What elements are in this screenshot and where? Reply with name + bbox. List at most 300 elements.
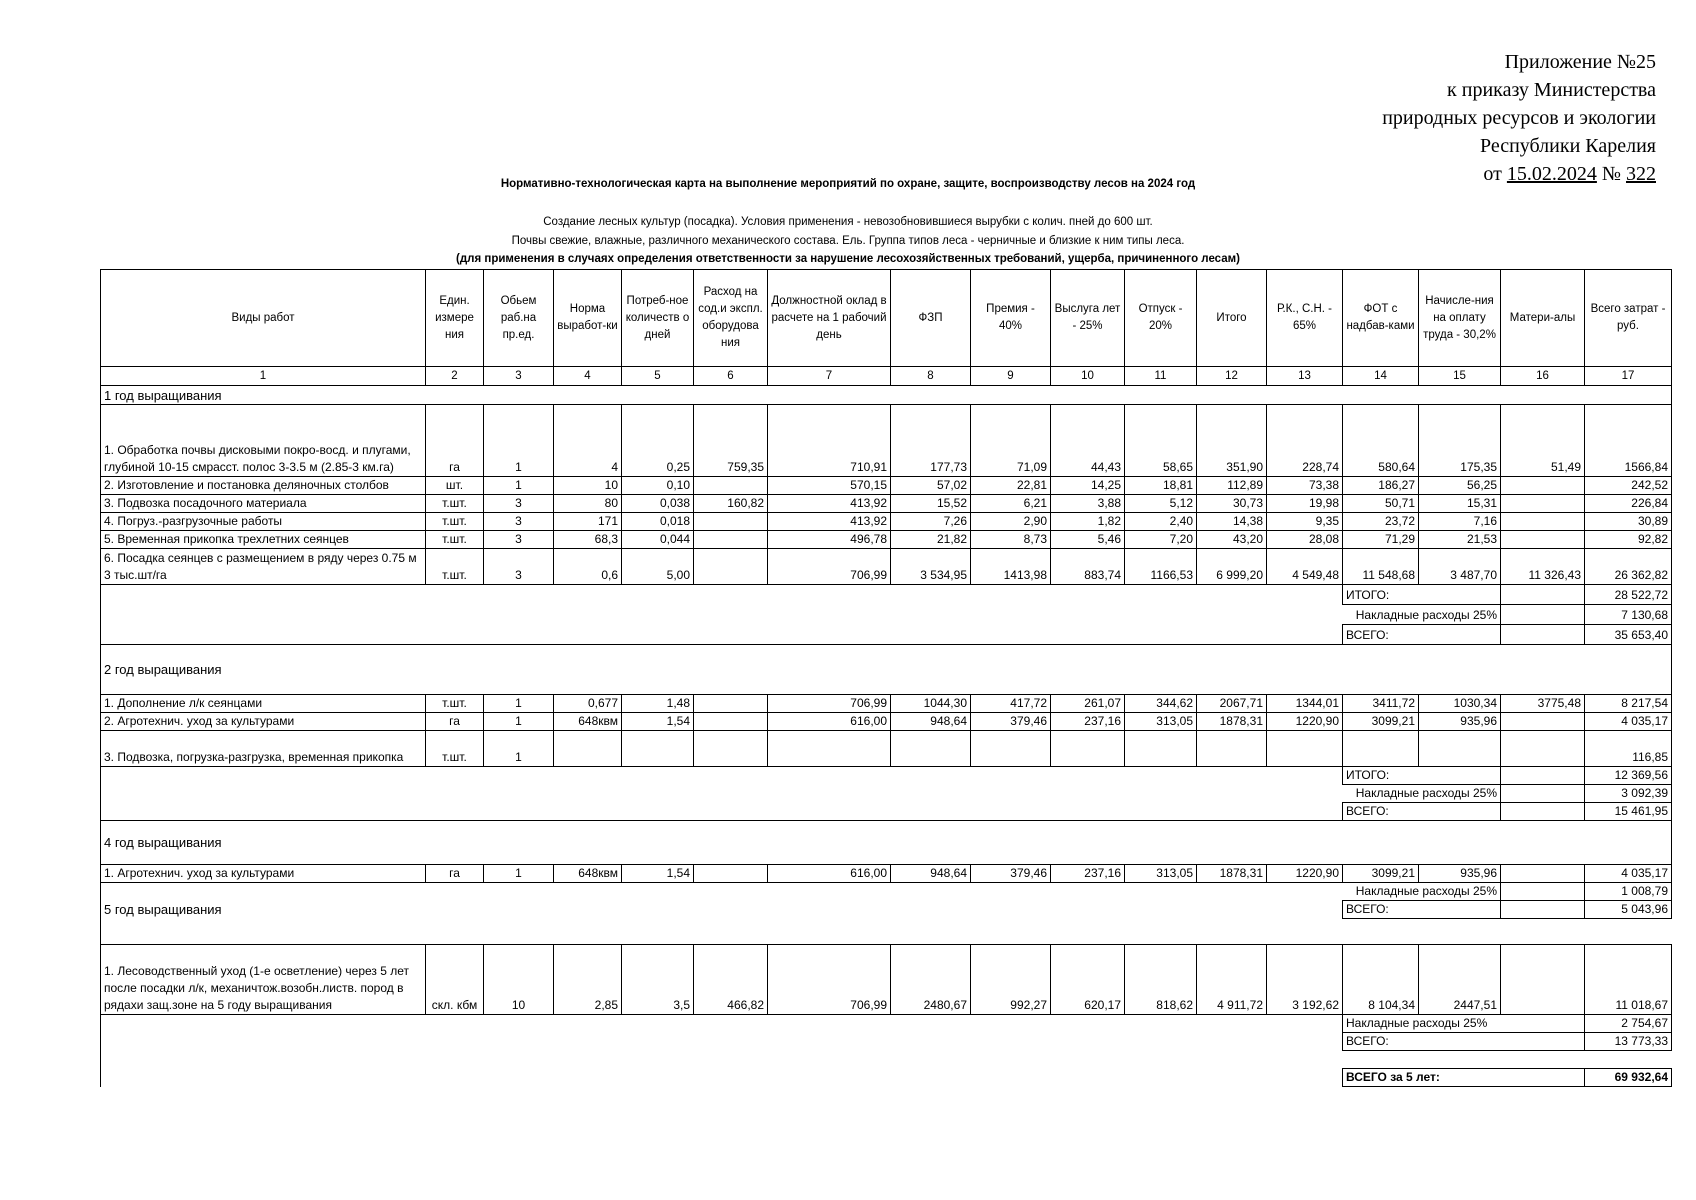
column-number: 12 xyxy=(1197,367,1267,386)
value-cell: 413,92 xyxy=(768,495,891,513)
value-cell: 0,25 xyxy=(622,405,694,477)
section-label: 2 год выращивания xyxy=(101,645,1672,695)
blank-area xyxy=(101,605,1343,625)
blank-cell xyxy=(1501,605,1585,625)
spacer-row xyxy=(101,1051,1672,1069)
value-cell: 706,99 xyxy=(768,945,891,1015)
section-row xyxy=(101,821,1672,865)
summary-value: 13 773,33 xyxy=(1585,1033,1672,1051)
column-header: Виды работ xyxy=(101,270,426,367)
column-number: 10 xyxy=(1051,367,1125,386)
summary-row xyxy=(101,883,1672,901)
value-cell: 1566,84 xyxy=(1585,405,1672,477)
value-cell: 3,88 xyxy=(1051,495,1125,513)
grand-total-value: 69 932,64 xyxy=(1585,1069,1672,1087)
summary-row xyxy=(101,1033,1672,1051)
table-row xyxy=(101,531,1672,549)
value-cell: 56,25 xyxy=(1419,477,1501,495)
value-cell: 171 xyxy=(554,513,622,531)
column-number: 7 xyxy=(768,367,891,386)
column-header: Итого xyxy=(1197,270,1267,367)
value-cell xyxy=(1501,945,1585,1015)
value-cell: 413,92 xyxy=(768,513,891,531)
value-cell: 1044,30 xyxy=(891,695,971,713)
value-cell: 11 548,68 xyxy=(1343,549,1419,585)
value-cell xyxy=(1501,495,1585,513)
value-cell: 466,82 xyxy=(694,945,768,1015)
value-cell: 1220,90 xyxy=(1267,713,1343,731)
table-row xyxy=(101,495,1672,513)
work-type-cell: 3. Подвозка, погрузка-разгрузка, временная прикопка xyxy=(101,731,426,767)
summary-label: ИТОГО: xyxy=(1343,767,1501,785)
value-cell: 30,73 xyxy=(1197,495,1267,513)
section-label: 4 год выращивания xyxy=(101,821,1672,865)
summary-row xyxy=(101,625,1672,645)
value-cell: 3,5 xyxy=(622,945,694,1015)
blank-area xyxy=(101,625,1343,645)
value-cell: 379,46 xyxy=(971,865,1051,883)
value-cell: т.шт. xyxy=(426,531,484,549)
work-type-cell: 1. Дополнение л/к сеянцами xyxy=(101,695,426,713)
blank-cell xyxy=(1501,803,1585,821)
value-cell: 92,82 xyxy=(1585,531,1672,549)
value-cell: 22,81 xyxy=(971,477,1051,495)
value-cell xyxy=(1051,731,1125,767)
column-header: Выслуга лет - 25% xyxy=(1051,270,1125,367)
value-cell: 50,71 xyxy=(1343,495,1419,513)
value-cell: 818,62 xyxy=(1125,945,1197,1015)
work-type-cell: 1. Обработка почвы дисковыми покро-восд. и плугами, глубиной 10-15 смрасст. полос 3-3.5 м (2.85-3 км.га) xyxy=(101,405,426,477)
value-cell: 21,82 xyxy=(891,531,971,549)
summary-label: ВСЕГО: xyxy=(1343,625,1501,645)
work-type-cell: 6. Посадка сеянцев с размещением в ряду через 0.75 м 3 тыс.шт/га xyxy=(101,549,426,585)
value-cell: шт. xyxy=(426,477,484,495)
blank-cell xyxy=(1501,883,1585,901)
value-cell: 1,48 xyxy=(622,695,694,713)
appendix-line2: к приказу Министерства xyxy=(1447,79,1656,101)
blank-area xyxy=(101,1069,1343,1087)
document-title: Нормативно-технологическая карта на выполнение мероприятий по охране, защите, воспроизводству лесов на 2024 год xyxy=(500,178,1196,190)
value-cell: 73,38 xyxy=(1267,477,1343,495)
value-cell: 57,02 xyxy=(891,477,971,495)
value-cell xyxy=(1267,731,1343,767)
value-cell: 710,91 xyxy=(768,405,891,477)
value-cell: 344,62 xyxy=(1125,695,1197,713)
header-row xyxy=(101,270,1672,367)
value-cell: 1,82 xyxy=(1051,513,1125,531)
value-cell: 1 xyxy=(484,713,554,731)
blank-area xyxy=(101,785,1343,803)
blank-cell xyxy=(1501,785,1585,803)
column-header: Един. измере ния xyxy=(426,270,484,367)
value-cell: 0,038 xyxy=(622,495,694,513)
value-cell: т.шт. xyxy=(426,513,484,531)
value-cell: 1878,31 xyxy=(1197,713,1267,731)
value-cell: 186,27 xyxy=(1343,477,1419,495)
value-cell xyxy=(694,549,768,585)
blank-cell xyxy=(1501,767,1585,785)
value-cell: 3 534,95 xyxy=(891,549,971,585)
blank-area xyxy=(101,1033,1343,1051)
summary-value: 35 653,40 xyxy=(1585,625,1672,645)
value-cell: 948,64 xyxy=(891,865,971,883)
table-row xyxy=(101,731,1672,767)
work-type-cell: 2. Изготовление и постановка деляночных столбов xyxy=(101,477,426,495)
value-cell: 116,85 xyxy=(1585,731,1672,767)
appendix-block xyxy=(1382,48,1656,188)
table-row xyxy=(101,945,1672,1015)
value-cell: 2,40 xyxy=(1125,513,1197,531)
value-cell: 0,044 xyxy=(622,531,694,549)
value-cell: 9,35 xyxy=(1267,513,1343,531)
value-cell: 3 192,62 xyxy=(1267,945,1343,1015)
value-cell: 23,72 xyxy=(1343,513,1419,531)
summary-row xyxy=(101,901,1672,919)
summary-label: ИТОГО: xyxy=(1343,585,1501,605)
column-number: 5 xyxy=(622,367,694,386)
table-row xyxy=(101,695,1672,713)
value-cell: 4 549,48 xyxy=(1267,549,1343,585)
column-number-row xyxy=(101,367,1672,386)
column-number: 4 xyxy=(554,367,622,386)
value-cell: 5,46 xyxy=(1051,531,1125,549)
value-cell: 648квм xyxy=(554,865,622,883)
value-cell: 177,73 xyxy=(891,405,971,477)
summary-row xyxy=(101,605,1672,625)
summary-label: ВСЕГО: xyxy=(1343,901,1501,919)
column-number: 1 xyxy=(101,367,426,386)
summary-label: Накладные расходы 25% xyxy=(1355,884,1497,898)
value-cell: 242,52 xyxy=(1585,477,1672,495)
value-cell: 4 911,72 xyxy=(1197,945,1267,1015)
value-cell xyxy=(1125,731,1197,767)
value-cell: 71,29 xyxy=(1343,531,1419,549)
appendix-date: 15.02.2024 xyxy=(1506,163,1597,185)
value-cell: 18,81 xyxy=(1125,477,1197,495)
value-cell: 580,64 xyxy=(1343,405,1419,477)
value-cell: 351,90 xyxy=(1197,405,1267,477)
value-cell: 648квм xyxy=(554,713,622,731)
value-cell xyxy=(1501,865,1585,883)
column-number: 9 xyxy=(971,367,1051,386)
summary-label: ВСЕГО: xyxy=(1343,1033,1585,1051)
value-cell: 1220,90 xyxy=(1267,865,1343,883)
value-cell: 112,89 xyxy=(1197,477,1267,495)
value-cell xyxy=(694,695,768,713)
value-cell: 175,35 xyxy=(1419,405,1501,477)
value-cell: 1166,53 xyxy=(1125,549,1197,585)
value-cell: 3 487,70 xyxy=(1419,549,1501,585)
summary-value: 7 130,68 xyxy=(1585,605,1672,625)
summary-label: ВСЕГО: xyxy=(1343,803,1501,821)
appendix-line1: Приложение №25 xyxy=(1504,51,1656,73)
value-cell: 15,52 xyxy=(891,495,971,513)
value-cell: 3411,72 xyxy=(1343,695,1419,713)
value-cell: 6,21 xyxy=(971,495,1051,513)
value-cell: 3099,21 xyxy=(1343,865,1419,883)
value-cell: т.шт. xyxy=(426,695,484,713)
work-type-cell: 4. Погруз.-разгрузочные работы xyxy=(101,513,426,531)
value-cell: 313,05 xyxy=(1125,865,1197,883)
value-cell: 11 018,67 xyxy=(1585,945,1672,1015)
summary-value: 12 369,56 xyxy=(1585,767,1672,785)
summary-value: 5 043,96 xyxy=(1585,901,1672,919)
value-cell: 620,17 xyxy=(1051,945,1125,1015)
table-row xyxy=(101,405,1672,477)
value-cell: 3099,21 xyxy=(1343,713,1419,731)
value-cell: 14,38 xyxy=(1197,513,1267,531)
blank-area xyxy=(101,1051,1672,1069)
column-header: Потреб-ное количеств о дней xyxy=(622,270,694,367)
appendix-number: 322 xyxy=(1626,163,1656,185)
value-cell: 261,07 xyxy=(1051,695,1125,713)
value-cell: т.шт. xyxy=(426,549,484,585)
value-cell: 706,99 xyxy=(768,549,891,585)
value-cell: 3 xyxy=(484,495,554,513)
value-cell: 58,65 xyxy=(1125,405,1197,477)
value-cell: 935,96 xyxy=(1419,713,1501,731)
value-cell: 4 xyxy=(554,405,622,477)
value-cell: 3 xyxy=(484,513,554,531)
value-cell: 8 104,34 xyxy=(1343,945,1419,1015)
value-cell xyxy=(1501,513,1585,531)
blank-area xyxy=(101,1015,1343,1033)
value-cell: 1 xyxy=(484,405,554,477)
summary-row xyxy=(101,803,1672,821)
summary-value: 15 461,95 xyxy=(1585,803,1672,821)
value-cell: 21,53 xyxy=(1419,531,1501,549)
value-cell: га xyxy=(426,713,484,731)
column-number: 14 xyxy=(1343,367,1419,386)
value-cell: 948,64 xyxy=(891,713,971,731)
work-type-cell: 2. Агротехнич. уход за культурами xyxy=(101,713,426,731)
value-cell: 616,00 xyxy=(768,865,891,883)
value-cell: 237,16 xyxy=(1051,865,1125,883)
value-cell xyxy=(971,731,1051,767)
summary-value: 1 008,79 xyxy=(1585,883,1672,901)
section-row xyxy=(101,645,1672,695)
grand-total-row xyxy=(101,1069,1672,1087)
value-cell: 3 xyxy=(484,549,554,585)
summary-label: Накладные расходы 25% xyxy=(1355,786,1497,800)
blank-area xyxy=(101,883,1343,901)
value-cell: 71,09 xyxy=(971,405,1051,477)
value-cell xyxy=(694,531,768,549)
value-cell: 1 xyxy=(484,865,554,883)
blank-area xyxy=(101,803,1343,821)
value-cell: 1030,34 xyxy=(1419,695,1501,713)
value-cell: 1 xyxy=(484,477,554,495)
section-row xyxy=(101,386,1672,405)
summary-value: 28 522,72 xyxy=(1585,585,1672,605)
value-cell: 11 326,43 xyxy=(1501,549,1585,585)
table-header xyxy=(101,270,1672,386)
table-row xyxy=(101,549,1672,585)
column-header: ФОТ с надбав-ками xyxy=(1343,270,1419,367)
appendix-date-prefix: от xyxy=(1483,163,1502,185)
column-header: Премия - 40% xyxy=(971,270,1051,367)
value-cell xyxy=(554,731,622,767)
blank-area xyxy=(101,767,1343,785)
value-cell xyxy=(694,513,768,531)
tech-card-table xyxy=(100,269,1672,1087)
column-number: 6 xyxy=(694,367,768,386)
value-cell xyxy=(891,731,971,767)
value-cell: 8,73 xyxy=(971,531,1051,549)
value-cell: 1413,98 xyxy=(971,549,1051,585)
value-cell: 759,35 xyxy=(694,405,768,477)
column-header: Норма выработ-ки xyxy=(554,270,622,367)
value-cell: 80 xyxy=(554,495,622,513)
value-cell: 7,16 xyxy=(1419,513,1501,531)
column-number: 13 xyxy=(1267,367,1343,386)
value-cell: 1,54 xyxy=(622,713,694,731)
value-cell: 1 xyxy=(484,731,554,767)
value-cell: 30,89 xyxy=(1585,513,1672,531)
subtitle-soils: Почвы свежие, влажные, различного механического состава. Ель. Группа типов леса - черничные и близкие к ним типы леса. xyxy=(511,235,1185,247)
column-number: 11 xyxy=(1125,367,1197,386)
summary-row xyxy=(101,585,1672,605)
value-cell: 3 xyxy=(484,531,554,549)
value-cell: 616,00 xyxy=(768,713,891,731)
summary-label: Накладные расходы 25% xyxy=(1343,1015,1585,1033)
blank-cell xyxy=(1501,585,1585,605)
section-label: 1 год выращивания xyxy=(101,386,1672,405)
column-number: 3 xyxy=(484,367,554,386)
value-cell: 1,54 xyxy=(622,865,694,883)
value-cell: 2,85 xyxy=(554,945,622,1015)
appendix-num-sign: № xyxy=(1601,163,1621,185)
value-cell: 379,46 xyxy=(971,713,1051,731)
value-cell: 7,26 xyxy=(891,513,971,531)
appendix-line3: природных ресурсов и экологии xyxy=(1382,107,1656,129)
spacer-row xyxy=(101,919,1672,945)
column-header: Обьем раб.на пр.ед. xyxy=(484,270,554,367)
value-cell: т.шт. xyxy=(426,731,484,767)
value-cell xyxy=(622,731,694,767)
value-cell: 10 xyxy=(554,477,622,495)
value-cell: 935,96 xyxy=(1419,865,1501,883)
value-cell: 44,43 xyxy=(1051,405,1125,477)
value-cell: 3775,48 xyxy=(1501,695,1585,713)
column-number: 17 xyxy=(1585,367,1672,386)
value-cell: 1 xyxy=(484,695,554,713)
value-cell: 5,00 xyxy=(622,549,694,585)
value-cell: 2480,67 xyxy=(891,945,971,1015)
blank-area xyxy=(101,585,1343,605)
value-cell: 160,82 xyxy=(694,495,768,513)
value-cell: 706,99 xyxy=(768,695,891,713)
value-cell: 417,72 xyxy=(971,695,1051,713)
value-cell: 6 999,20 xyxy=(1197,549,1267,585)
value-cell: 26 362,82 xyxy=(1585,549,1672,585)
summary-row xyxy=(101,1015,1672,1033)
value-cell xyxy=(694,731,768,767)
subtitle-purpose: (для применения в случаях определения ответственности за нарушение лесохозяйственных требований, ущерба, причиненного лесам) xyxy=(456,253,1240,265)
table-row xyxy=(101,865,1672,883)
value-cell: 5,12 xyxy=(1125,495,1197,513)
value-cell: 8 217,54 xyxy=(1585,695,1672,713)
value-cell: 992,27 xyxy=(971,945,1051,1015)
column-number: 2 xyxy=(426,367,484,386)
column-header: Отпуск - 20% xyxy=(1125,270,1197,367)
summary-row xyxy=(101,767,1672,785)
value-cell xyxy=(694,713,768,731)
column-header: Должностной оклад в расчете на 1 рабочий день xyxy=(768,270,891,367)
column-number: 8 xyxy=(891,367,971,386)
value-cell: 7,20 xyxy=(1125,531,1197,549)
value-cell: 2,90 xyxy=(971,513,1051,531)
grand-total-label: ВСЕГО за 5 лет: xyxy=(1343,1069,1585,1087)
value-cell xyxy=(1501,477,1585,495)
table-row xyxy=(101,477,1672,495)
value-cell: 883,74 xyxy=(1051,549,1125,585)
column-header: Всего затрат - руб. xyxy=(1585,270,1672,367)
value-cell: 19,98 xyxy=(1267,495,1343,513)
column-header: ФЗП xyxy=(891,270,971,367)
value-cell: 228,74 xyxy=(1267,405,1343,477)
value-cell: скл. кбм xyxy=(426,945,484,1015)
value-cell: 570,15 xyxy=(768,477,891,495)
value-cell: 1878,31 xyxy=(1197,865,1267,883)
value-cell: 28,08 xyxy=(1267,531,1343,549)
value-cell xyxy=(694,477,768,495)
value-cell xyxy=(694,865,768,883)
value-cell xyxy=(1343,731,1419,767)
summary-value: 2 754,67 xyxy=(1585,1015,1672,1033)
value-cell xyxy=(1419,731,1501,767)
value-cell: 10 xyxy=(484,945,554,1015)
column-number: 15 xyxy=(1419,367,1501,386)
value-cell xyxy=(768,731,891,767)
value-cell: 1344,01 xyxy=(1267,695,1343,713)
value-cell: 313,05 xyxy=(1125,713,1197,731)
value-cell: 0,6 xyxy=(554,549,622,585)
summary-value: 3 092,39 xyxy=(1585,785,1672,803)
table-row xyxy=(101,713,1672,731)
value-cell: 4 035,17 xyxy=(1585,865,1672,883)
value-cell: 68,3 xyxy=(554,531,622,549)
value-cell: 226,84 xyxy=(1585,495,1672,513)
work-type-cell: 5. Временная прикопка трехлетних сеянцев xyxy=(101,531,426,549)
column-header: Расход на сод.и экспл. оборудова ния xyxy=(694,270,768,367)
value-cell: 0,10 xyxy=(622,477,694,495)
work-type-cell: 1. Агротехнич. уход за культурами xyxy=(101,865,426,883)
blank-cell xyxy=(1501,901,1585,919)
column-header: Р.К., С.Н. - 65% xyxy=(1267,270,1343,367)
appendix-line4: Республики Карелия xyxy=(1479,135,1656,157)
value-cell: 237,16 xyxy=(1051,713,1125,731)
summary-label: Накладные расходы 25% xyxy=(1355,608,1497,622)
work-type-cell: 3. Подвозка посадочного материала xyxy=(101,495,426,513)
column-header: Матери-алы xyxy=(1501,270,1585,367)
table-body xyxy=(101,386,1672,1087)
value-cell: 14,25 xyxy=(1051,477,1125,495)
value-cell: га xyxy=(426,405,484,477)
value-cell: 496,78 xyxy=(768,531,891,549)
value-cell: т.шт. xyxy=(426,495,484,513)
value-cell: га xyxy=(426,865,484,883)
subtitle-conditions: Создание лесных культур (посадка). Условия применения - невозобновившиеся вырубки с колич. пней до 600 шт. xyxy=(543,216,1153,228)
value-cell: 4 035,17 xyxy=(1585,713,1672,731)
table-row xyxy=(101,513,1672,531)
value-cell xyxy=(1501,531,1585,549)
column-header: Начисле-ния на оплату труда - 30,2% xyxy=(1419,270,1501,367)
summary-row xyxy=(101,785,1672,803)
value-cell xyxy=(1501,731,1585,767)
value-cell: 0,677 xyxy=(554,695,622,713)
value-cell: 15,31 xyxy=(1419,495,1501,513)
